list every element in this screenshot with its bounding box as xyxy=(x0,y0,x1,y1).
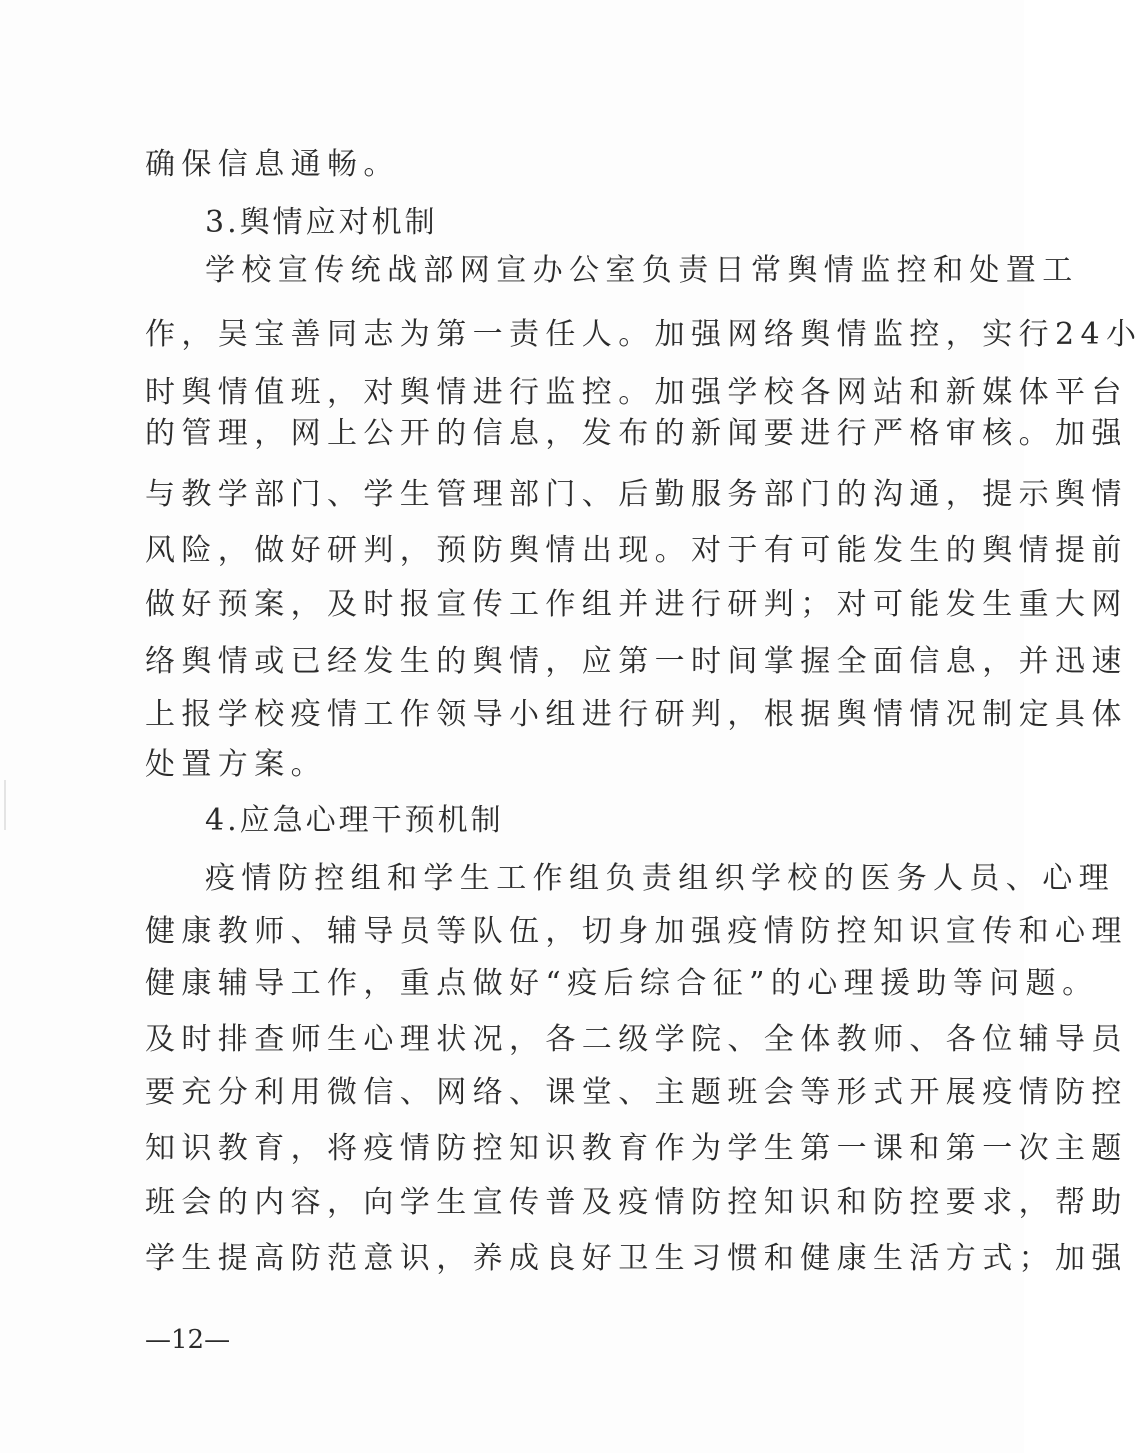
paragraph-line: 处置方案。 xyxy=(145,747,327,782)
paragraph-line: 疫情防控组和学生工作组负责组织学校的医务人员、心理 xyxy=(205,861,1115,896)
paragraph-line: 知识教育，将疫情防控知识教育作为学生第一课和第一次主题 xyxy=(145,1131,1128,1166)
paragraph-line: 健康教师、辅导员等队伍，切身加强疫情防控知识宣传和心理 xyxy=(145,914,1128,949)
paragraph-line: 络舆情或已经发生的舆情，应第一时间掌握全面信息，并迅速 xyxy=(145,644,1128,679)
paragraph-line: 时舆情值班，对舆情进行监控。加强学校各网站和新媒体平台 xyxy=(145,375,1128,410)
paragraph-line: 班会的内容，向学生宣传普及疫情防控知识和防控要求，帮助 xyxy=(145,1185,1128,1220)
paragraph-line: 学校宣传统战部网宣办公室负责日常舆情监控和处置工 xyxy=(205,253,1079,288)
paragraph-line: 风险，做好研判，预防舆情出现。对于有可能发生的舆情提前 xyxy=(145,533,1128,568)
paragraph-line: 及时排查师生心理状况，各二级学院、全体教师、各位辅导员 xyxy=(145,1022,1128,1057)
page-number: —12— xyxy=(145,1325,231,1355)
paragraph-line: 与教学部门、学生管理部门、后勤服务部门的沟通，提示舆情 xyxy=(145,477,1128,512)
paragraph-line: 健康辅导工作，重点做好“疫后综合征”的心理援助等问题。 xyxy=(145,966,1099,1001)
paragraph-line: 上报学校疫情工作领导小组进行研判，根据舆情情况制定具体 xyxy=(145,697,1128,732)
section-heading-3: 3.舆情应对机制 xyxy=(205,205,438,240)
section-heading-4: 4.应急心理干预机制 xyxy=(205,803,504,838)
paragraph-line: 确保信息通畅。 xyxy=(145,147,400,182)
scan-margin-mark xyxy=(4,780,6,830)
paragraph-line: 学生提高防范意识，养成良好卫生习惯和健康生活方式；加强 xyxy=(145,1241,1128,1276)
paragraph-line: 作，吴宝善同志为第一责任人。加强网络舆情监控，实行24小 xyxy=(145,317,1142,352)
paragraph-line: 的管理，网上公开的信息，发布的新闻要进行严格审核。加强 xyxy=(145,416,1128,451)
paragraph-line: 要充分利用微信、网络、课堂、主题班会等形式开展疫情防控 xyxy=(145,1075,1128,1110)
paragraph-line: 做好预案，及时报宣传工作组并进行研判；对可能发生重大网 xyxy=(145,587,1128,622)
